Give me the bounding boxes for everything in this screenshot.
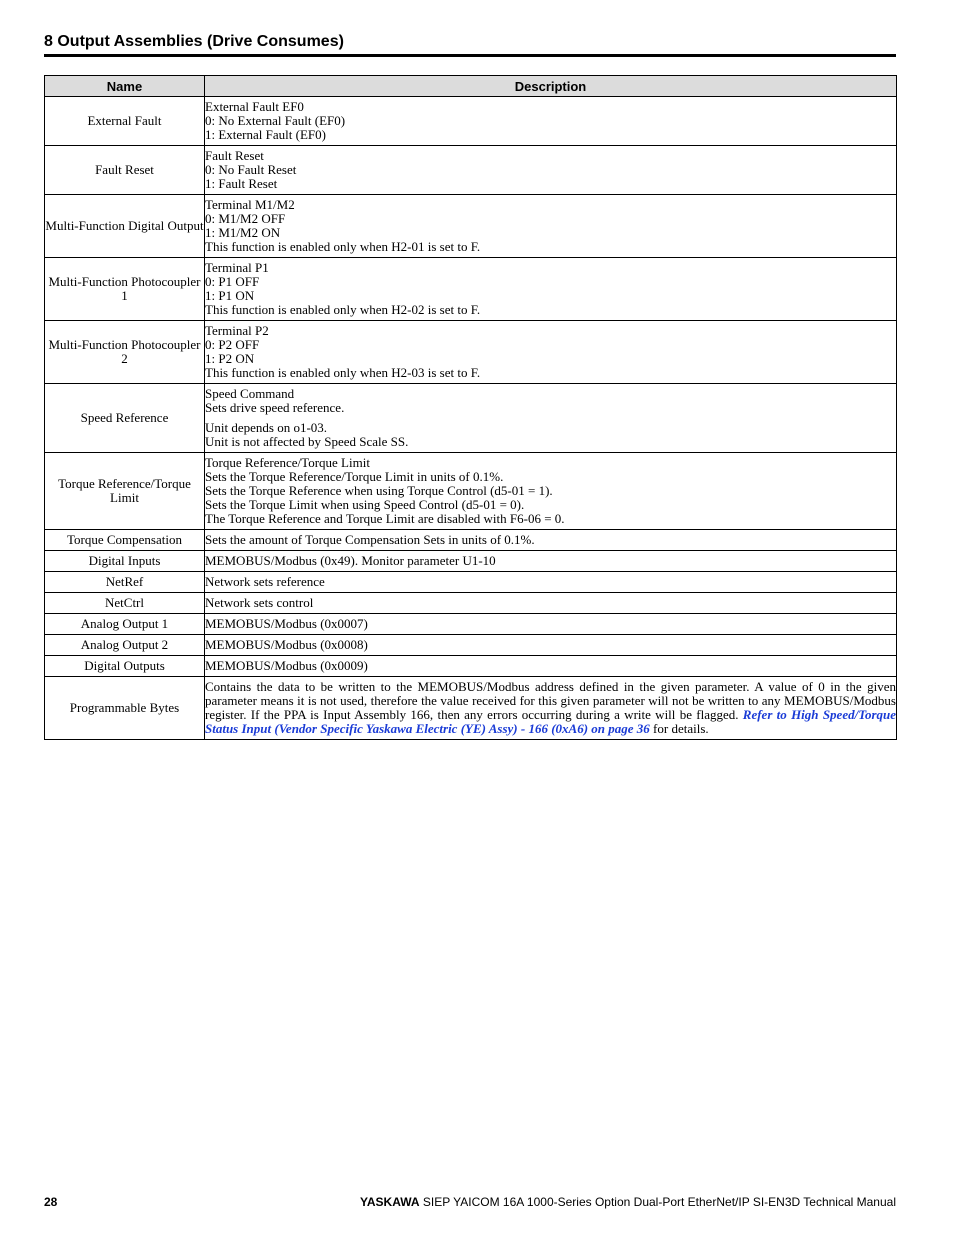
table-row (45, 321, 897, 384)
row-description: MEMOBUS/Modbus (0x0008) (205, 635, 897, 656)
desc-line: 1: P1 ON (205, 288, 255, 303)
row-description: Sets the amount of Torque Compensation Sets in units of 0.1%. (205, 530, 897, 551)
desc-line: 1: Fault Reset (205, 176, 278, 191)
table-row (45, 195, 897, 258)
desc-line: 1: External Fault (EF0) (205, 127, 326, 142)
desc-line: Sets drive speed reference. (205, 400, 345, 415)
row-description (205, 321, 897, 384)
desc-line: Unit depends on o1-03. (205, 420, 328, 435)
row-description (205, 195, 897, 258)
row-name: Speed Reference (45, 384, 205, 453)
section-title: 8 Output Assemblies (Drive Consumes) (44, 33, 896, 57)
row-name: Analog Output 1 (45, 614, 205, 635)
desc-line: This function is enabled only when H2-01 is set to F. (205, 239, 481, 254)
table-row (45, 572, 897, 593)
footer-manual-title (360, 1195, 896, 1209)
row-name: Digital Outputs (45, 656, 205, 677)
desc-line: 0: P1 OFF (205, 274, 260, 289)
table-row (45, 146, 897, 195)
table-header-row (45, 76, 897, 97)
row-description (205, 453, 897, 530)
table-row (45, 258, 897, 321)
desc-line: Sets the Torque Reference/Torque Limit in units of 0.1%. (205, 469, 504, 484)
table-row (45, 530, 897, 551)
desc-line: The Torque Reference and Torque Limit are disabled with F6-06 = 0. (205, 511, 565, 526)
table-row (45, 551, 897, 572)
row-description (205, 146, 897, 195)
desc-line: 1: P2 ON (205, 351, 255, 366)
table-row (45, 593, 897, 614)
desc-line: Terminal P2 (205, 323, 269, 338)
table-row (45, 635, 897, 656)
footer-title: SIEP YAICOM 16A 1000-Series Option Dual-Port EtherNet/IP SI-EN3D Technical Manual (422, 1195, 896, 1209)
column-header-description: Description (205, 76, 897, 97)
row-name: External Fault (45, 97, 205, 146)
table-row (45, 97, 897, 146)
table-row (45, 614, 897, 635)
row-name: Multi-Function Photocoupler 1 (45, 258, 205, 321)
row-name: NetCtrl (45, 593, 205, 614)
desc-line: 0: No Fault Reset (205, 162, 297, 177)
desc-line: 0: P2 OFF (205, 337, 260, 352)
row-description: MEMOBUS/Modbus (0x0007) (205, 614, 897, 635)
desc-line: Sets the Torque Limit when using Speed Control (d5-01 = 0). (205, 497, 525, 512)
desc-line: Sets the Torque Reference when using Torque Control (d5-01 = 1). (205, 483, 553, 498)
row-name: Torque Compensation (45, 530, 205, 551)
row-name: Multi-Function Digital Output (45, 195, 205, 258)
desc-line: External Fault EF0 (205, 99, 304, 114)
desc-line: Speed Command (205, 386, 295, 401)
row-description (205, 97, 897, 146)
row-name: Analog Output 2 (45, 635, 205, 656)
desc-line: Unit is not affected by Speed Scale SS. (205, 434, 409, 449)
cross-reference-link[interactable]: Refer to High Speed/Torque Status Input (Vendor Specific Yaskawa Electric (YE) Assy) - 166 (0xA6) on page 36 (205, 707, 897, 736)
table-row (45, 677, 897, 740)
footer-brand: YASKAWA (359, 1195, 420, 1209)
desc-line: 0: M1/M2 OFF (205, 211, 286, 226)
row-name: Multi-Function Photocoupler 2 (45, 321, 205, 384)
row-description (205, 677, 897, 740)
row-name: NetRef (45, 572, 205, 593)
row-description: Network sets reference (205, 572, 897, 593)
row-name: Digital Inputs (45, 551, 205, 572)
desc-line: Terminal M1/M2 (205, 197, 295, 212)
desc-line: 0: No External Fault (EF0) (205, 113, 346, 128)
table-row (45, 656, 897, 677)
desc-line: Torque Reference/Torque Limit (205, 455, 370, 470)
row-name: Torque Reference/Torque Limit (45, 453, 205, 530)
row-description: Network sets control (205, 593, 897, 614)
desc-tail: for details. (653, 721, 709, 736)
row-description: MEMOBUS/Modbus (0x49). Monitor parameter U1-10 (205, 551, 897, 572)
desc-line: 1: M1/M2 ON (205, 225, 281, 240)
output-assembly-table (44, 75, 897, 740)
programmable-bytes-description (205, 680, 896, 736)
desc-line: Terminal P1 (205, 260, 269, 275)
page-number: 28 (44, 1195, 58, 1209)
table-row (45, 384, 897, 453)
row-description (205, 258, 897, 321)
row-description (205, 384, 897, 453)
desc-line: Fault Reset (205, 148, 264, 163)
row-description: MEMOBUS/Modbus (0x0009) (205, 656, 897, 677)
desc-text: Contains the data to be written to the MEMOBUS/Modbus address defined in the given parameter. A value of 0 in the given parameter means it is not used, therefore the value received for this given parameter will not be written to any MEMOBUS/Modbus register. If the PPA is Input Assembly 166, then any errors occurring during a write will be flagged. (205, 679, 896, 722)
desc-line: This function is enabled only when H2-02 is set to F. (205, 302, 481, 317)
desc-line: This function is enabled only when H2-03 is set to F. (205, 365, 481, 380)
row-name: Programmable Bytes (45, 677, 205, 740)
table-row (45, 453, 897, 530)
column-header-name: Name (45, 76, 205, 97)
row-name: Fault Reset (45, 146, 205, 195)
